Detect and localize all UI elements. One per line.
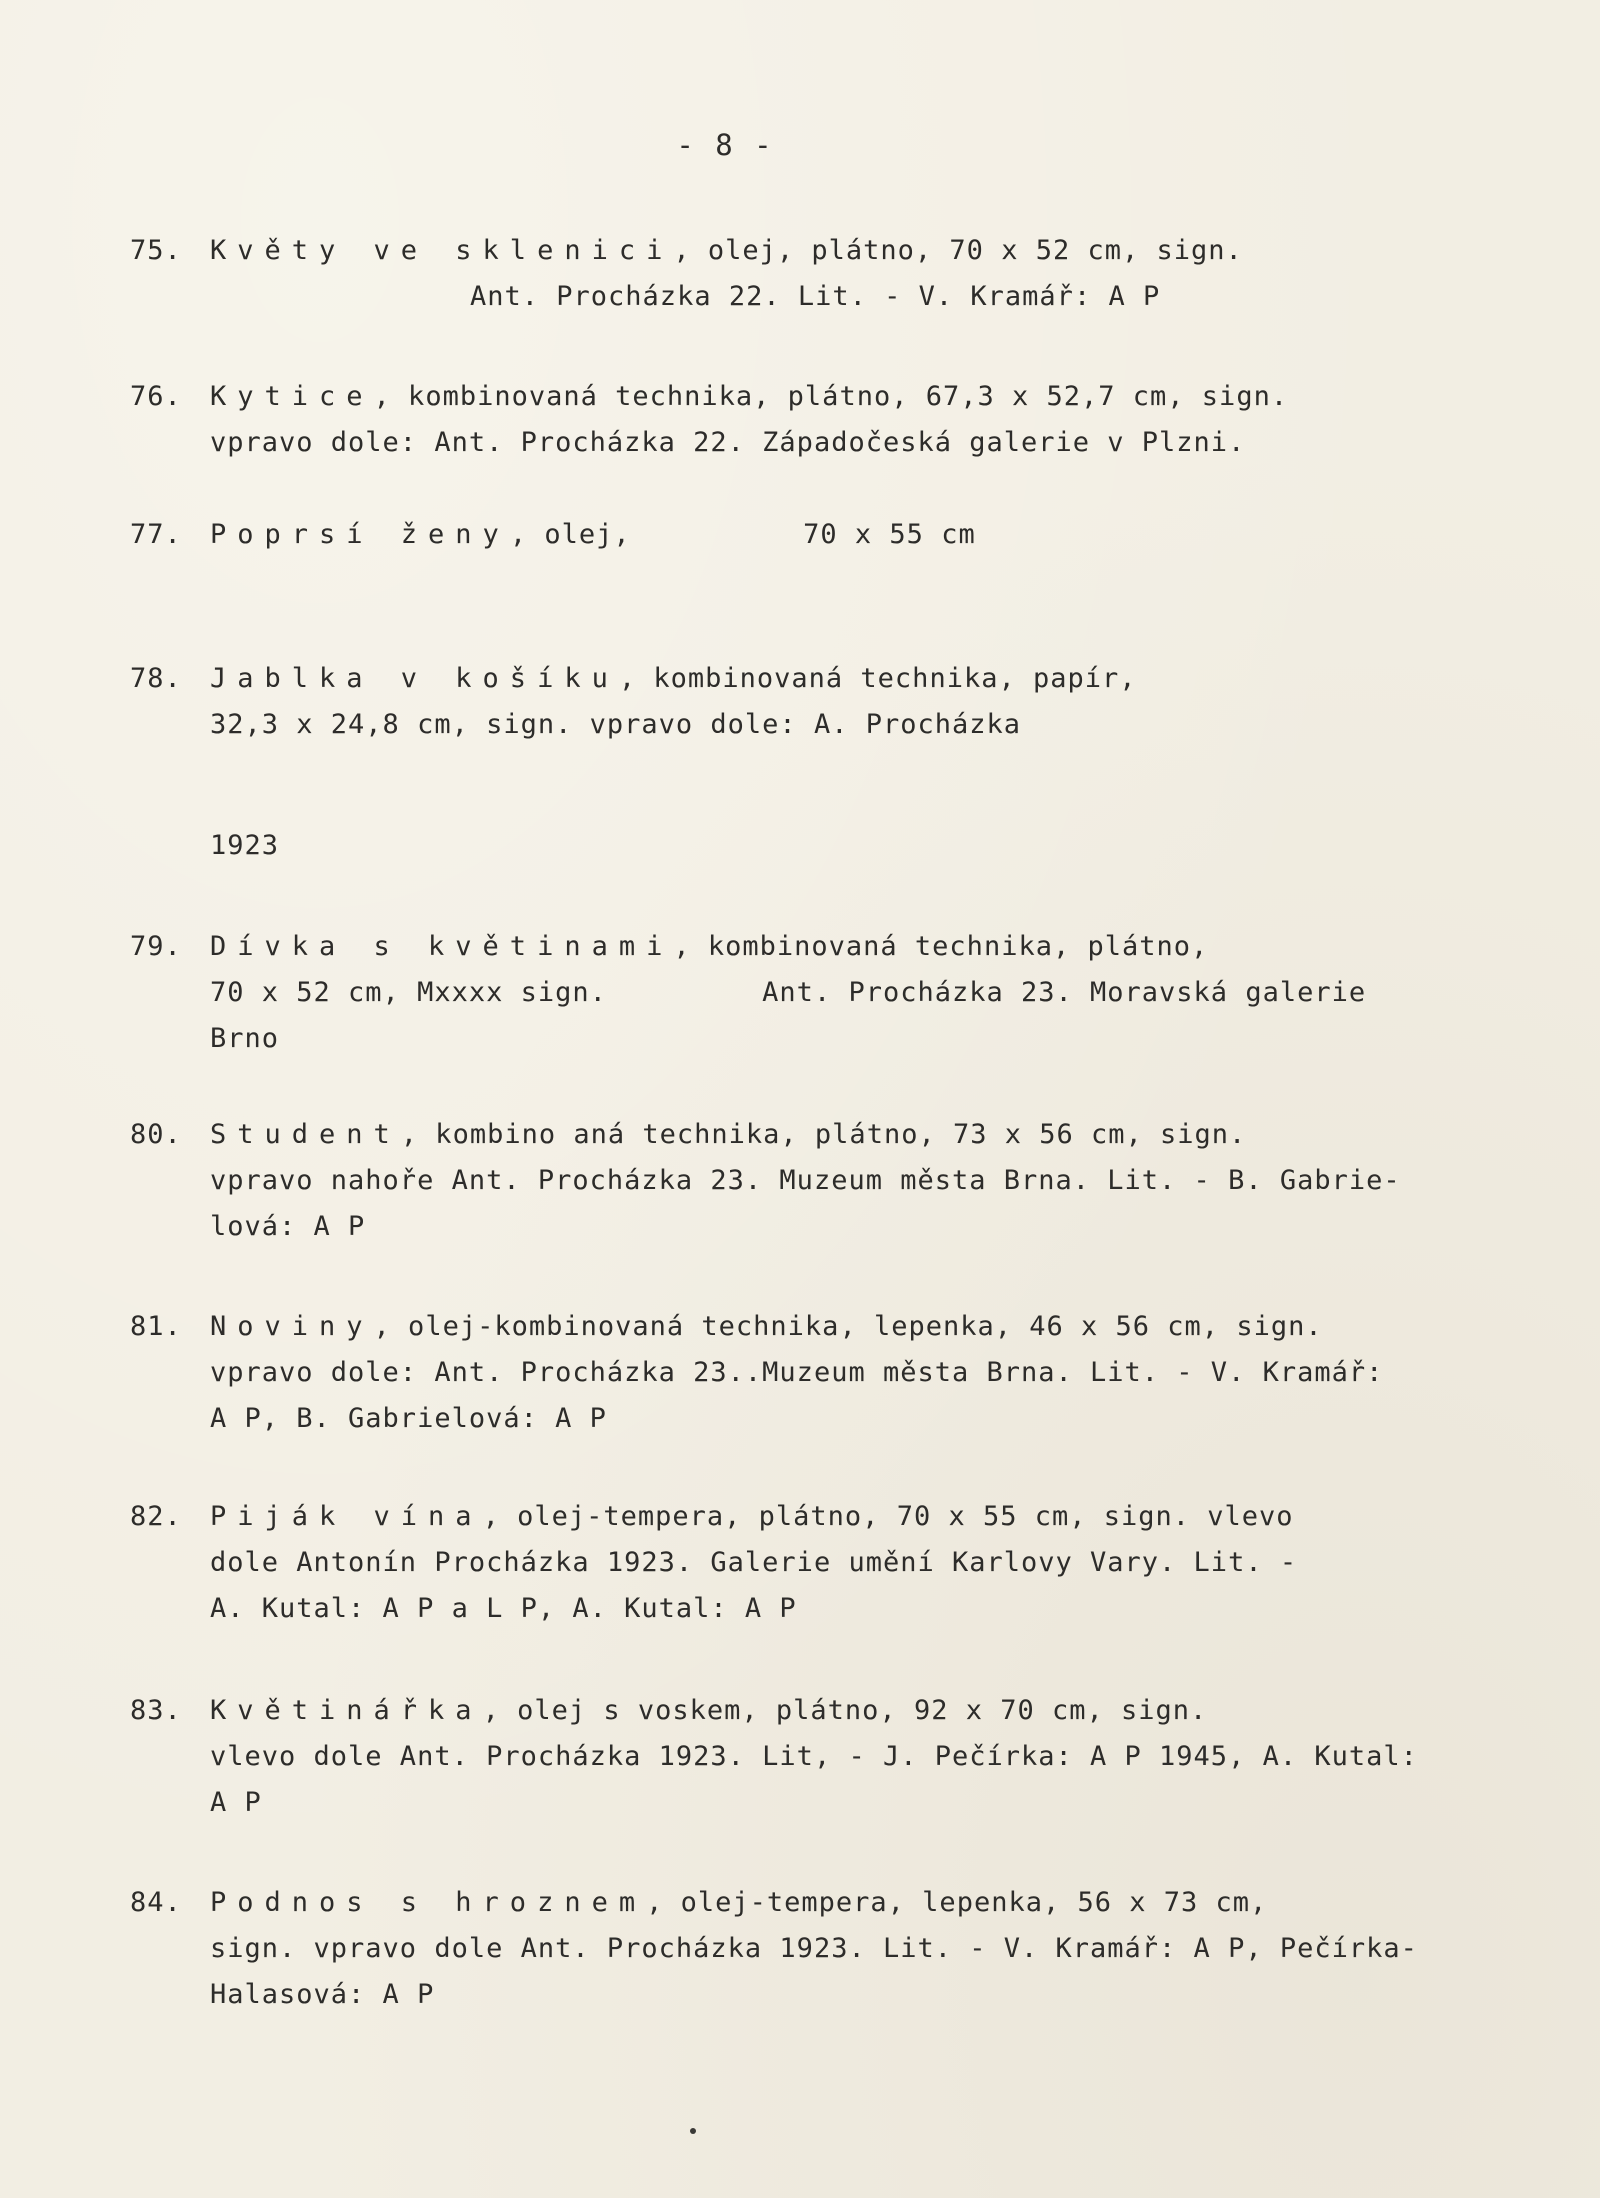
entry-first-line: [130, 374, 1580, 420]
catalog-entry-83: [130, 1688, 1580, 1826]
entry-title: Poprsí ženy: [210, 519, 510, 550]
entry-title: Noviny: [210, 1311, 374, 1342]
entry-title: Kytice: [210, 381, 374, 412]
entry-title: Podnos s hroznem: [210, 1887, 647, 1918]
entry-first-line: [130, 924, 1580, 970]
entry-title: Student: [210, 1119, 401, 1150]
entry-first-line: [130, 1494, 1580, 1540]
catalog-entry-76: [130, 374, 1580, 466]
entry-number: 84.: [130, 1887, 182, 1918]
entry-text: , olej, 70 x 55 cm: [509, 519, 976, 550]
catalog-entry-75: [130, 228, 1580, 320]
entry-title: Květy ve sklenici: [210, 235, 674, 266]
entry-continuation: vpravo dole: Ant. Procházka 22. Západočeská galerie v Plzni.: [210, 427, 1246, 458]
entry-number: 77.: [130, 519, 182, 550]
entry-continuation: 70 x 52 cm, Mxxxx sign. Ant. Procházka 23. Moravská galerie: [210, 977, 1367, 1008]
entry-number: 83.: [130, 1695, 182, 1726]
entry-first-line: [130, 1112, 1580, 1158]
entry-continuation: vpravo dole: Ant. Procházka 23..Muzeum města Brna. Lit. - V. Kramář:: [210, 1357, 1384, 1388]
entry-first-line: [130, 656, 1580, 702]
entry-text: , kombinovaná technika, papír,: [618, 663, 1137, 694]
page-number: - 8 -: [676, 128, 774, 162]
catalog-entry-80: [130, 1112, 1580, 1250]
entry-continuation: A P, B. Gabrielová: A P: [210, 1403, 607, 1434]
catalog-entry-77: [130, 512, 1580, 558]
catalog-entry-81: [130, 1304, 1580, 1442]
entry-text: , olej-kombinovaná technika, lepenka, 46 x 56 cm, sign.: [373, 1311, 1323, 1342]
entry-title: Jablka v košíku: [210, 663, 619, 694]
entry-number: 80.: [130, 1119, 182, 1150]
entry-continuation: vpravo nahoře Ant. Procházka 23. Muzeum města Brna. Lit. - B. Gabrie-: [210, 1165, 1401, 1196]
entry-continuation: A. Kutal: A P a L P, A. Kutal: A P: [210, 1593, 797, 1624]
entry-number: 79.: [130, 931, 182, 962]
entry-text: , olej s voskem, plátno, 92 x 70 cm, sign.: [482, 1695, 1208, 1726]
entry-number: 78.: [130, 663, 182, 694]
entry-continuation: lová: A P: [210, 1211, 366, 1242]
entry-text: , kombinovaná technika, plátno,: [673, 931, 1209, 962]
entry-number: 82.: [130, 1501, 182, 1532]
entry-continuation: sign. vpravo dole Ant. Procházka 1923. Lit. - V. Kramář: A P, Pečírka-: [210, 1933, 1418, 1964]
catalog-entry-84: [130, 1880, 1580, 2018]
entry-continuation: dole Antonín Procházka 1923. Galerie umění Karlovy Vary. Lit. -: [210, 1547, 1298, 1578]
entry-number: 76.: [130, 381, 182, 412]
entry-title: Květinářka: [210, 1695, 483, 1726]
entry-text: , olej, plátno, 70 x 52 cm, sign.: [673, 235, 1243, 266]
catalog-entry-78: [130, 656, 1580, 748]
entry-continuation: Ant. Procházka 22. Lit. - V. Kramář: A P: [470, 281, 1161, 312]
entry-text: , kombinovaná technika, plátno, 67,3 x 52,7 cm, sign.: [373, 381, 1289, 412]
ink-dot: [690, 2128, 696, 2134]
entry-text: , kombino aná technika, plátno, 73 x 56 cm, sign.: [400, 1119, 1247, 1150]
entry-continuation: A P: [210, 1787, 262, 1818]
entry-text: , olej-tempera, lepenka, 56 x 73 cm,: [646, 1887, 1268, 1918]
entry-continuation: vlevo dole Ant. Procházka 1923. Lit, - J. Pečírka: A P 1945, A. Kutal:: [210, 1741, 1418, 1772]
entry-first-line: [130, 512, 1580, 558]
entry-first-line: [130, 1880, 1580, 1926]
entry-first-line: [130, 1304, 1580, 1350]
entry-title: Dívka s květinami: [210, 931, 674, 962]
entry-number: 81.: [130, 1311, 182, 1342]
entry-text: , olej-tempera, plátno, 70 x 55 cm, sign. vlevo: [482, 1501, 1294, 1532]
entry-first-line: [130, 1688, 1580, 1734]
entry-continuation: Brno: [210, 1023, 280, 1054]
catalog-entry-79: [130, 924, 1580, 1062]
entry-continuation: Halasová: A P: [210, 1979, 435, 2010]
entry-first-line: [130, 228, 1580, 274]
catalog-entry-82: [130, 1494, 1580, 1632]
entry-title: Piják vína: [210, 1501, 483, 1532]
entry-number: 75.: [130, 235, 182, 266]
year-heading: 1923: [210, 830, 280, 861]
entry-continuation: 32,3 x 24,8 cm, sign. vpravo dole: A. Procházka: [210, 709, 1022, 740]
